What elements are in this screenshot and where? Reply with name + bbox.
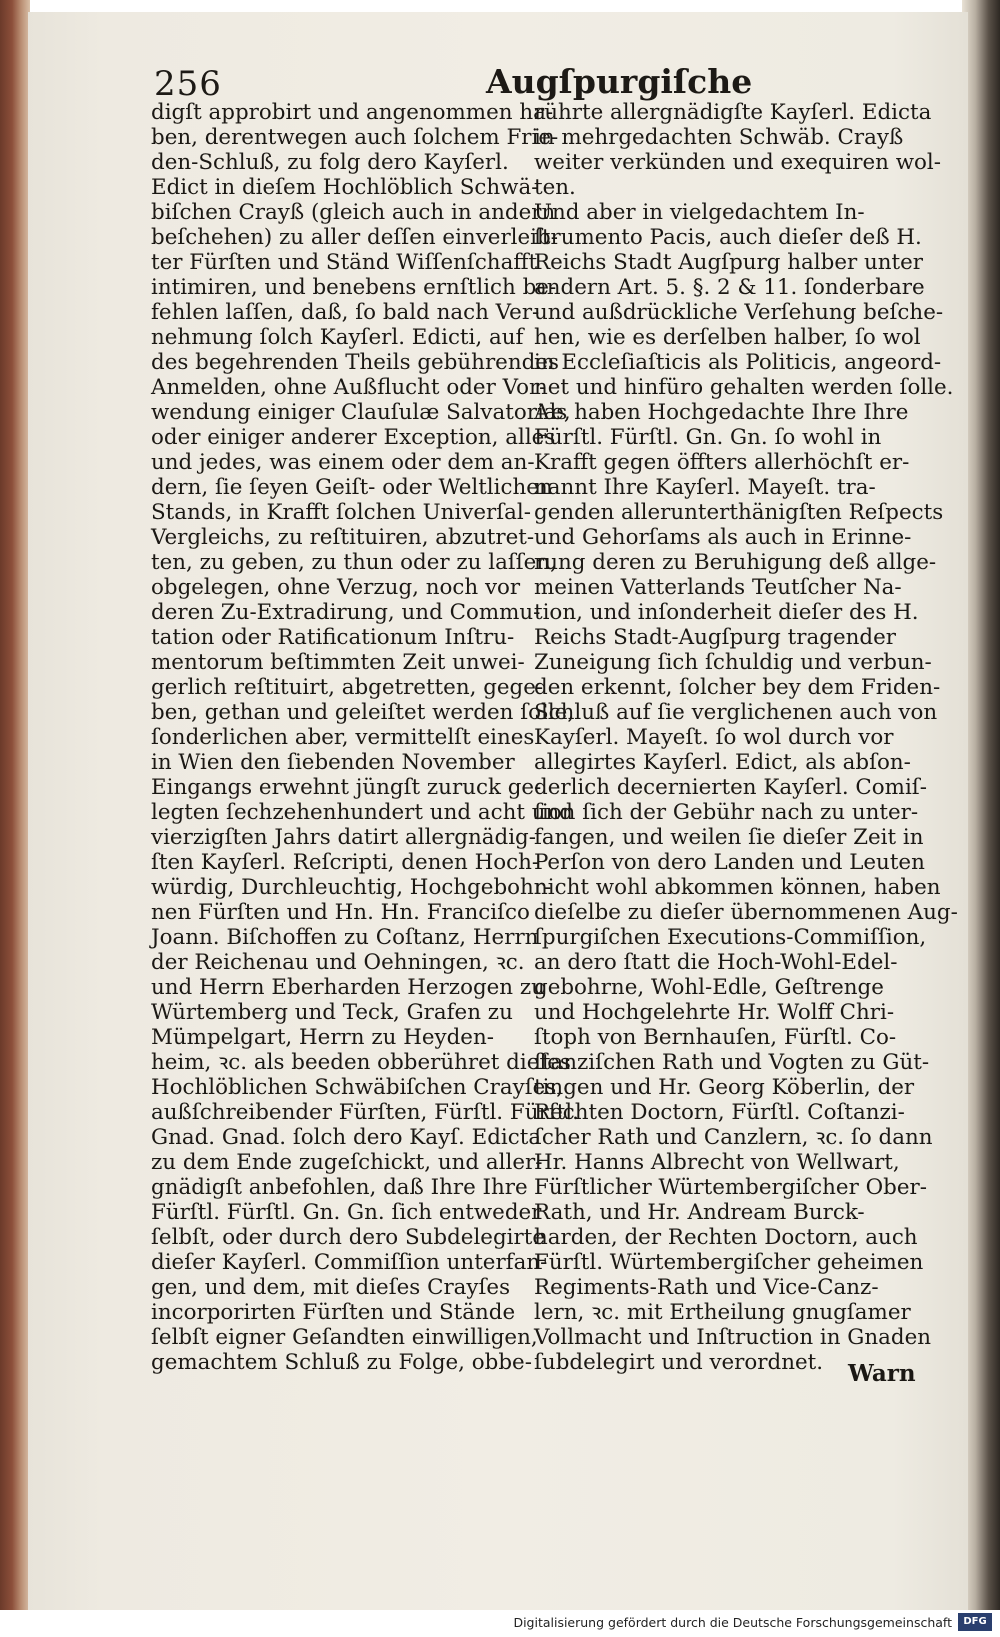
page-number: 256 bbox=[154, 64, 222, 104]
text-line: dern, ſie ſeyen Geiſt- oder Weltlichen bbox=[151, 475, 553, 500]
page-header bbox=[126, 42, 926, 102]
text-line: ſtrumento Pacis, auch dieſer deß H. bbox=[534, 225, 922, 250]
text-line: harden, der Rechten Doctorn, auch bbox=[534, 1225, 918, 1250]
text-line: Vollmacht und Inſtruction in Gnaden bbox=[534, 1325, 932, 1350]
text-line: rung deren zu Beruhigung deß allge- bbox=[534, 550, 937, 575]
text-line: wendung einiger Clauſulæ Salvatoriæ, bbox=[151, 400, 571, 425]
text-line: Edict in dieſem Hochlöblich Schwä- bbox=[151, 175, 539, 200]
text-line: den erkennt, ſolcher bey dem Friden- bbox=[534, 675, 941, 700]
text-line: ſpurgiſchen Executions-Commiſſion, bbox=[534, 925, 927, 950]
text-line: fangen, und weilen ſie dieſer Zeit in bbox=[534, 825, 924, 850]
text-line: ten. bbox=[534, 175, 576, 200]
text-line: Gnad. Gnad. ſolch dero Kayſ. Edicta bbox=[151, 1125, 542, 1150]
text-line: in Wien den ſiebenden November bbox=[151, 750, 515, 775]
text-line: nicht wohl abkommen können, haben bbox=[534, 875, 941, 900]
text-line: gnädigſt anbefohlen, daß Ihre Ihre bbox=[151, 1175, 528, 1200]
text-line: ſonderlichen aber, vermittelſt eines bbox=[151, 725, 535, 750]
running-head: Augſpurgiſche bbox=[486, 62, 753, 101]
text-line: intimiren, und benebens ernſtlich be- bbox=[151, 275, 557, 300]
text-line: rührte allergnädigſte Kayſerl. Edicta bbox=[534, 100, 932, 125]
text-line: Regiments-Rath und Vice-Canz- bbox=[534, 1275, 879, 1300]
text-line: andern Art. 5. §. 2 & 11. ſonderbare bbox=[534, 275, 925, 300]
text-line: biſchen Crayß (gleich auch in andern bbox=[151, 200, 556, 225]
text-line: mentorum beſtimmten Zeit unwei- bbox=[151, 650, 525, 675]
text-line: digſt approbirt und angenommen ha- bbox=[151, 100, 554, 125]
text-line: ter Fürſten und Ständ Wiſſenſchafft bbox=[151, 250, 538, 275]
text-line: Würtemberg und Teck, Grafen zu bbox=[151, 1000, 513, 1025]
text-line: und außdrückliche Verſehung beſche- bbox=[534, 300, 944, 325]
left-text-column bbox=[151, 100, 579, 1375]
text-line: legten ſechzehenhundert und acht und bbox=[151, 800, 573, 825]
text-line: ſelbſt, oder durch dero Subdelegirte bbox=[151, 1225, 545, 1250]
text-line: außſchreibender Fürſten, Fürſtl. Fürſtl. bbox=[151, 1100, 579, 1125]
text-line: derlich decernierten Kayſerl. Comiſ- bbox=[534, 775, 927, 800]
text-line: und Gehorſams als auch in Erinne- bbox=[534, 525, 912, 550]
text-line: deren Zu-Extradirung, und Commu- bbox=[151, 600, 541, 625]
text-line: genden allerunterthänigſten Reſpects bbox=[534, 500, 944, 525]
footer-credit: Digitalisierung gefördert durch die Deutsche Forschungsgemeinschaft bbox=[513, 1615, 952, 1630]
text-line: ſubdelegirt und verordnet. bbox=[534, 1350, 824, 1375]
text-line: hen, wie es derſelben halber, ſo wol bbox=[534, 325, 921, 350]
text-line: Fürſtl. Fürſtl. Gn. Gn. ſich entweder bbox=[151, 1200, 542, 1225]
text-line: Zuneigung ſich ſchuldig und verbun- bbox=[534, 650, 932, 675]
text-line: ſelbſt eigner Geſandten einwilligen, bbox=[151, 1325, 538, 1350]
text-line: Rechten Doctorn, Fürſtl. Coſtanzi- bbox=[534, 1100, 905, 1125]
text-line: fehlen laſſen, daß, ſo bald nach Ver- bbox=[151, 300, 540, 325]
text-line: nannt Ihre Kayſerl. Mayeſt. tra- bbox=[534, 475, 876, 500]
text-line: des begehrenden Theils gebührendes bbox=[151, 350, 559, 375]
text-line: meinen Vatterlands Teutſcher Na- bbox=[534, 575, 902, 600]
text-line: dieſelbe zu dieſer übernommenen Aug- bbox=[534, 900, 958, 925]
text-line: net und hinfüro gehalten werden ſolle. bbox=[534, 375, 954, 400]
text-line: ſtoph von Bernhauſen, Fürſtl. Co- bbox=[534, 1025, 897, 1050]
text-line: Reichs Stadt Augſpurg halber unter bbox=[534, 250, 924, 275]
text-line: in mehrgedachten Schwäb. Crayß bbox=[534, 125, 904, 150]
text-line: würdig, Durchleuchtig, Hochgebohr- bbox=[151, 875, 552, 900]
text-line: den-Schluß, zu folg dero Kayſerl. bbox=[151, 150, 509, 175]
text-line: gen, und dem, mit dieſes Crayſes bbox=[151, 1275, 511, 1300]
text-line: gemachtem Schluß zu Folge, obbe- bbox=[151, 1350, 532, 1375]
text-line: ben, derentwegen auch ſolchem Frie- bbox=[151, 125, 559, 150]
text-line: Als haben Hochgedachte Ihre Ihre bbox=[534, 400, 909, 425]
text-line: dieſer Kayſerl. Commiſſion unterfan- bbox=[151, 1250, 548, 1275]
text-line: Reichs Stadt-Augſpurg tragender bbox=[534, 625, 896, 650]
text-line: tation oder Ratificationum Inſtru- bbox=[151, 625, 515, 650]
text-line: Hr. Hanns Albrecht von Wellwart, bbox=[534, 1150, 900, 1175]
text-line: ben, gethan und geleiſtet werden ſolle, bbox=[151, 700, 575, 725]
text-line: Vergleichs, zu reſtituiren, abzutret- bbox=[151, 525, 535, 550]
text-line: weiter verkünden und exequiren wol- bbox=[534, 150, 941, 175]
text-line: an dero ſtatt die Hoch-Wohl-Edel- bbox=[534, 950, 898, 975]
text-line: Fürſtl. Fürſtl. Gn. Gn. ſo wohl in bbox=[534, 425, 882, 450]
text-line: Perſon von dero Landen und Leuten bbox=[534, 850, 925, 875]
text-line: incorporirten Fürſten und Stände bbox=[151, 1300, 516, 1325]
text-line: beſchehen) zu aller deſſen einverleib- bbox=[151, 225, 558, 250]
text-line: Anmelden, ohne Außflucht oder Vor- bbox=[151, 375, 547, 400]
text-line: Fürſtl. Würtembergiſcher geheimen bbox=[534, 1250, 924, 1275]
text-line: zu dem Ende zugeſchickt, und aller- bbox=[151, 1150, 543, 1175]
text-line: gerlich reſtituirt, abgetretten, gege- bbox=[151, 675, 544, 700]
text-line: tingen und Hr. Georg Köberlin, der bbox=[534, 1075, 915, 1100]
text-line: lern, ꝛc. mit Ertheilung gnugſamer bbox=[534, 1300, 911, 1325]
footer-bar bbox=[0, 1610, 1000, 1637]
book-spine-left bbox=[0, 0, 30, 1610]
text-line: Stands, in Krafft ſolchen Univerſal- bbox=[151, 500, 531, 525]
text-line: Und aber in vielgedachtem In- bbox=[534, 200, 865, 225]
text-line: und Hochgelehrte Hr. Wolff Chri- bbox=[534, 1000, 895, 1025]
text-line: in Eccleſiaſticis als Politicis, angeord- bbox=[534, 350, 942, 375]
text-line: nen Fürſten und Hn. Hn. Franciſco bbox=[151, 900, 530, 925]
text-line: obgelegen, ohne Verzug, noch vor bbox=[151, 575, 521, 600]
text-line: allegirtes Kayſerl. Edict, als abſon- bbox=[534, 750, 911, 775]
text-line: vierzigſten Jahrs datirt allergnädig- bbox=[151, 825, 536, 850]
text-line: ſcher Rath und Canzlern, ꝛc. ſo dann bbox=[534, 1125, 933, 1150]
text-line: nehmung ſolch Kayſerl. Edicti, auf bbox=[151, 325, 524, 350]
text-line: Rath, und Hr. Andream Burck- bbox=[534, 1200, 865, 1225]
text-line: und jedes, was einem oder dem an- bbox=[151, 450, 535, 475]
text-line: der Reichenau und Oehningen, ꝛc. bbox=[151, 950, 525, 975]
text-line: Schluß auf ſie verglichenen auch von bbox=[534, 700, 938, 725]
text-line: ſtanziſchen Rath und Vogten zu Güt- bbox=[534, 1050, 930, 1075]
text-line: ſion ſich der Gebühr nach zu unter- bbox=[534, 800, 919, 825]
book-page bbox=[28, 12, 968, 1610]
text-line: heim, ꝛc. als beeden obberühret dieſes bbox=[151, 1050, 571, 1075]
text-line: Krafft gegen öffters allerhöchſt er- bbox=[534, 450, 910, 475]
text-line: oder einiger anderer Exception, alles bbox=[151, 425, 556, 450]
text-line: Hochlöblichen Schwäbiſchen Crayſes, bbox=[151, 1075, 564, 1100]
text-line: Eingangs erwehnt jüngſt zuruck ge- bbox=[151, 775, 542, 800]
text-line: gebohrne, Wohl-Edle, Geſtrenge bbox=[534, 975, 884, 1000]
text-line: Fürſtlicher Würtembergiſcher Ober- bbox=[534, 1175, 927, 1200]
text-line: Mümpelgart, Herrn zu Heyden- bbox=[151, 1025, 494, 1050]
text-line: Kayſerl. Mayeſt. ſo wol durch vor bbox=[534, 725, 894, 750]
text-line: ſten Kayſerl. Reſcripti, denen Hoch- bbox=[151, 850, 540, 875]
text-line: und Herrn Eberharden Herzogen zu bbox=[151, 975, 545, 1000]
text-line: ten, zu geben, zu thun oder zu laſſen, bbox=[151, 550, 557, 575]
text-line: Joann. Biſchoffen zu Coſtanz, Herrn bbox=[151, 925, 539, 950]
dfg-logo: DFG bbox=[958, 1613, 992, 1631]
text-line: tion, und inſonderheit dieſer des H. bbox=[534, 600, 919, 625]
catchword: Warn bbox=[848, 1360, 916, 1387]
